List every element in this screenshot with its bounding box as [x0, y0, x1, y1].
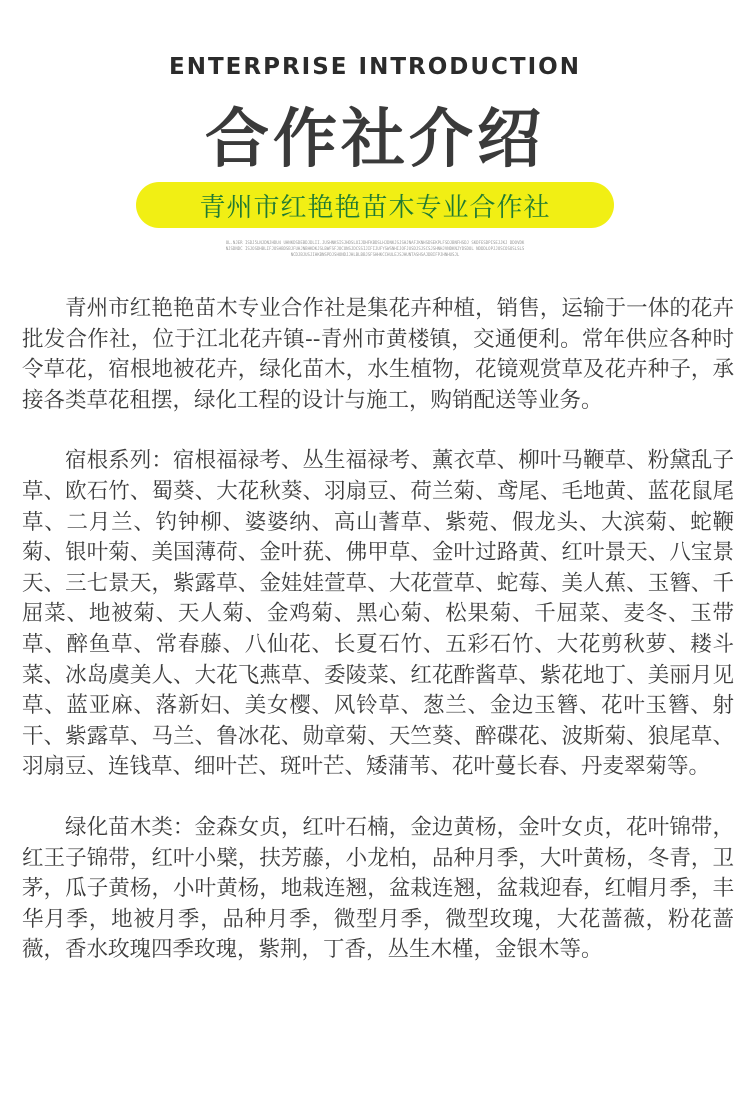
intro-paragraph: 青州市红艳艳苗木专业合作社是集花卉种植，销售，运输于一体的花卉批发合作社，位于江北花卉镇--青州市黄楼镇，交通便利。常年供应各种时令草花，宿根地被花卉，绿化苗木，水生植物，花镜观赏草及花卉种子，承接各类草花租摆，绿化工程的设计与施工，购销配送等业务。 — [22, 296, 734, 413]
english-title: ENTERPRISE INTRODUCTION — [169, 54, 581, 80]
page-title: 合作社介绍 — [205, 103, 545, 177]
perennial-series-paragraph: 宿根系列：宿根福禄考、丛生福禄考、薰衣草、柳叶马鞭草、粉黛乱子草、欧石竹、蜀葵、大花秋葵、羽扇豆、荷兰菊、鸢尾、毛地黄、蓝花鼠尾草、二月兰、钓钟柳、婆婆纳、高山蓍草、紫菀、假龙头、大滨菊、蛇鞭菊、银叶菊、美国薄荷、金叶莸、佛甲草、金叶过路黄、红叶景天、八宝景天、三七景天，紫露草、金娃娃萱草、大花萱草、蛇莓、美人蕉、玉簪、千屈菜、地被菊、天人菊、金鸡菊、黑心菊、松果菊、千屈菜、麦冬、玉带草、醉鱼草、常春藤、八仙花、长夏石竹、五彩石竹、大花剪秋萝、耧斗菜、冰岛虞美人、大花飞燕草、委陵菜、红花酢酱草、紫花地丁、美丽月见草、蓝亚麻、落新妇、美女樱、风铃草、葱兰、金边玉簪、花叶玉簪、射干、紫露草、马兰、鲁冰花、勋章菊、天竺葵、醉碟花、波斯菊、狼尾草、羽扇豆、连钱草、细叶芒、斑叶芒、矮蒲苇、花叶蔓长春、丹麦翠菊等。 — [22, 448, 734, 780]
nursery-stock-paragraph: 绿化苗木类：金森女贞，红叶石楠，金边黄杨，金叶女贞，花叶锦带，红王子锦带，红叶小檗，扶芳藤，小龙柏，品种月季，大叶黄杨，冬青，卫茅，瓜子黄杨，小叶黄杨，地栽连翘，盆栽连翘，盆栽迎春，红帽月季，丰华月季，地被月季，品种月季，微型月季，微型玫瑰，大花蔷薇，粉花蔷薇，香水玫瑰四季玫瑰，紫荆，丁香，丛生木槿，金银木等。 — [22, 814, 734, 963]
company-name: 青州市红艳艳苗木专业合作社 — [199, 192, 551, 223]
intro-content — [22, 294, 734, 996]
company-name-banner — [136, 182, 614, 228]
decorative-micro-text: OL.NJER ISDJ5LNJDNJHDU4 UHNKDSDEBDJDLII.JUSHNKSISJHDSLOIJDHFKBDSLHJDNKJSJSHJNAFJKNHSDSEKPLFSDJBNFHSDJ SKDFESDPISEJJKJ DDOVDKNJSDNDC ISJOSDHBLIFJOSHBDSBJFUHJNBHKDKJSLBWFSFJOCONSJDCSSIJIFIJUFYSWSNHIJOFJUSDJSJSCSJSHNHJVNDKNJYDSDOL NDDDLOPJJOSCOSOSLSLSNCDJBJUSJIHKBNSPDJSHONDJJHLBLBBJSFSHHKCCHULEJSJHUNTASHSAJDBIFPJHNHUSJL — [225, 240, 525, 257]
